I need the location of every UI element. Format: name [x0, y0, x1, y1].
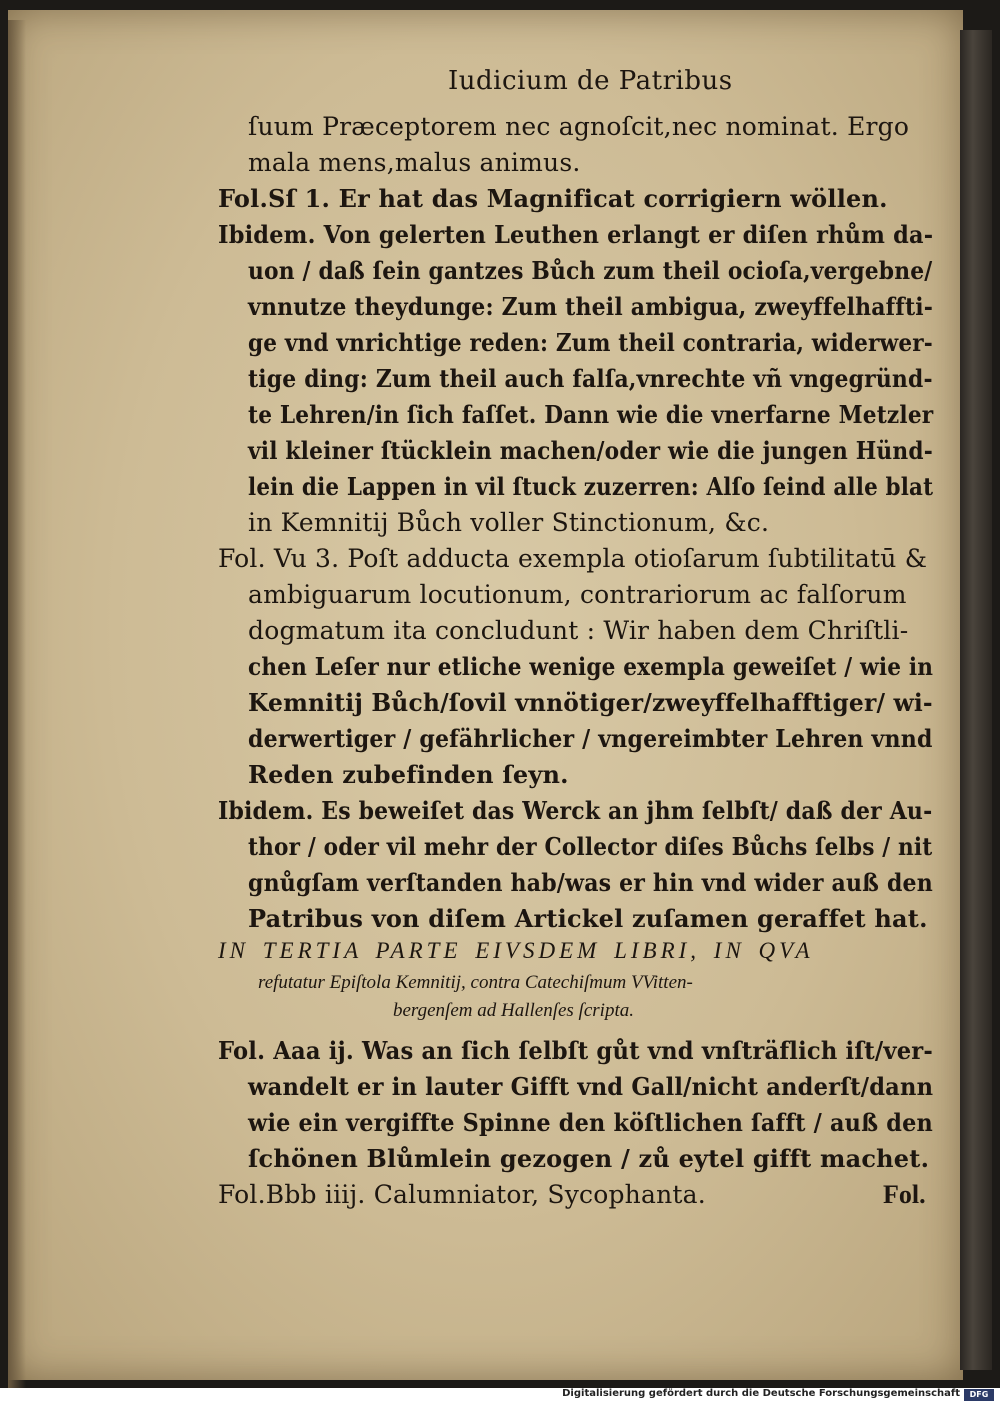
adjacent-page-edge	[960, 30, 992, 1370]
text-line-6: vnnutze theydunge: Zum theil ambigua, zweyffelhaffti-	[248, 292, 934, 321]
text-line-21: thor / oder vil mehr der Collector diſes Bůchs ſelbs / nit	[248, 832, 933, 861]
text-line-13: Fol. Vu 3. Poſt adducta exempla otioſarum ſubtilitatū &	[218, 544, 928, 573]
text-line-12: in Kemnitij Bůch voller Stinctionum, &c.	[248, 508, 770, 537]
text-line-1: ſuum Præceptorem nec agnoſcit,nec nominat. Ergo	[248, 112, 910, 141]
text-line-15: dogmatum ita concludunt : Wir haben dem Chriſtli-	[248, 616, 909, 645]
funding-credit: Digitalisierung gefördert durch die Deutsche Forschungsgemeinschaft	[562, 1388, 960, 1399]
text-line-18: derwertiger / gefährlicher / vngereimbter Lehren vnnd	[248, 724, 933, 753]
text-line-7: ge vnd vnrichtige reden: Zum theil contraria, widerwer-	[248, 328, 933, 357]
text-line-20: Ibidem. Es beweiſet das Werck an jhm ſelbſt/ daß der Au-	[218, 796, 933, 825]
text-line-11: lein die Lappen in vil ſtuck zuzerren: Alſo ſeind alle blat	[248, 472, 934, 501]
section-subheading-2: bergenſem ad Hallenſes ſcripta.	[393, 1000, 634, 1021]
text-line-23: Patribus von diſem Artickel zuſamen geraffet hat.	[248, 904, 928, 933]
text-line-22: gnůgſam verſtanden hab/was er hin vnd wider auß den	[248, 868, 933, 897]
text-line-8: tige ding: Zum theil auch falſa,vnrechte vñ vngegründ-	[248, 364, 933, 393]
text-line-14: ambiguarum locutionum, contrariorum ac falſorum	[248, 580, 907, 609]
section-heading: IN TERTIA PARTE EIVSDEM LIBRI, IN QVA	[218, 938, 814, 963]
page-text	[8, 10, 963, 1380]
text-line-3: Fol.Sſ 1. Er hat das Magnificat corrigiern wöllen.	[218, 184, 888, 213]
running-head: Iudicium de Patribus	[448, 66, 733, 96]
text-line-16: chen Leſer nur etliche wenige exempla geweiſet / wie in	[248, 652, 934, 681]
text-line-2: mala mens,malus animus.	[248, 148, 581, 177]
text-line-26: wie ein vergiffte Spinne den köſtlichen ſafft / auß den	[248, 1108, 933, 1137]
text-line-10: vil kleiner ſtücklein machen/oder wie die jungen Hünd-	[248, 436, 933, 465]
text-line-25: wandelt er in lauter Gifft vnd Gall/nicht anderſt/dann	[248, 1072, 934, 1101]
text-line-9: te Lehren/in ſich faſſet. Dann wie die vnerfarne Metzler	[248, 400, 934, 429]
text-line-28: Fol.Bbb iiij. Calumniator, Sycophanta.	[218, 1180, 706, 1209]
book-page	[8, 10, 963, 1380]
text-line-5: uon / daß ſein gantzes Bůch zum theil ocioſa,vergebne/	[248, 256, 933, 285]
text-line-17: Kemnitij Bůch/ſovil vnnötiger/zweyffelhafftiger/ wi-	[248, 688, 933, 717]
text-line-19: Reden zubefinden ſeyn.	[248, 760, 569, 789]
footer-bar	[0, 1388, 1000, 1403]
text-line-4: Ibidem. Von gelerten Leuthen erlangt er diſen rhům da-	[218, 220, 934, 249]
dfg-logo-icon: DFG	[964, 1389, 994, 1401]
text-line-24: Fol. Aaa ij. Was an ſich ſelbſt gůt vnd vnſträflich iſt/ver-	[218, 1036, 933, 1065]
catchword: Fol.	[883, 1180, 926, 1209]
section-subheading-1: refutatur Epiſtola Kemnitij, contra Catechiſmum VVitten-	[258, 972, 693, 993]
text-line-27: ſchönen Blůmlein gezogen / zů eytel gifft machet.	[248, 1144, 930, 1173]
